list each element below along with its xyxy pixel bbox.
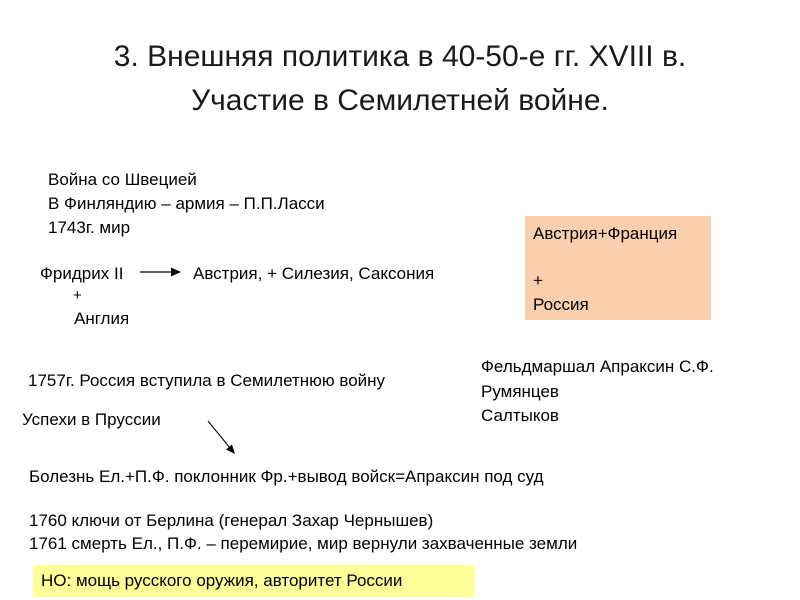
peace-1743-text: 1743г. мир [48,218,131,237]
slide-title-line2: Участие в Семилетней войне. [191,84,609,117]
coalition-plus: + [533,271,543,290]
commander-rumyantsev: Румянцев [481,382,559,401]
england-label: Англия [74,309,130,328]
frederick-target-text: Австрия, + Силезия, Саксония [193,264,435,283]
illness-text: Болезнь Ел.+П.Ф. поклонник Фр.+вывод войск=Апраксин под суд [29,467,544,486]
frederick-label: Фридрих II [40,264,124,283]
commander-saltykov: Салтыков [481,406,559,425]
berlin-keys-text: 1760 ключи от Берлина (генерал Захар Чернышев) [29,511,434,530]
commander-apraksin: Фельдмаршал Апраксин С.Ф. [481,357,714,376]
coalition-line2: Россия [533,294,589,314]
conclusion-text: НО: мощь русского оружия, авторитет России [41,571,403,590]
finland-army-text: В Финляндию – армия – П.П.Ласси [48,194,325,213]
arrow-right-icon [140,268,181,277]
arrow-diagonal-icon [208,421,235,454]
coalition-line1: Австрия+Франция [533,224,678,243]
england-plus: + [73,287,82,304]
sweden-war-text: Война со Швецией [48,170,197,189]
prussia-success-text: Успехи в Пруссии [22,410,161,429]
death-armistice-text: 1761 смерть Ел., П.Ф. – перемирие, мир вернули захваченные земли [29,534,578,553]
slide-title-line1: 3. Внешняя политика в 40-50-е гг. XVIII в. [113,40,687,73]
war-entry-text: 1757г. Россия вступила в Семилетнюю войну [28,371,386,390]
